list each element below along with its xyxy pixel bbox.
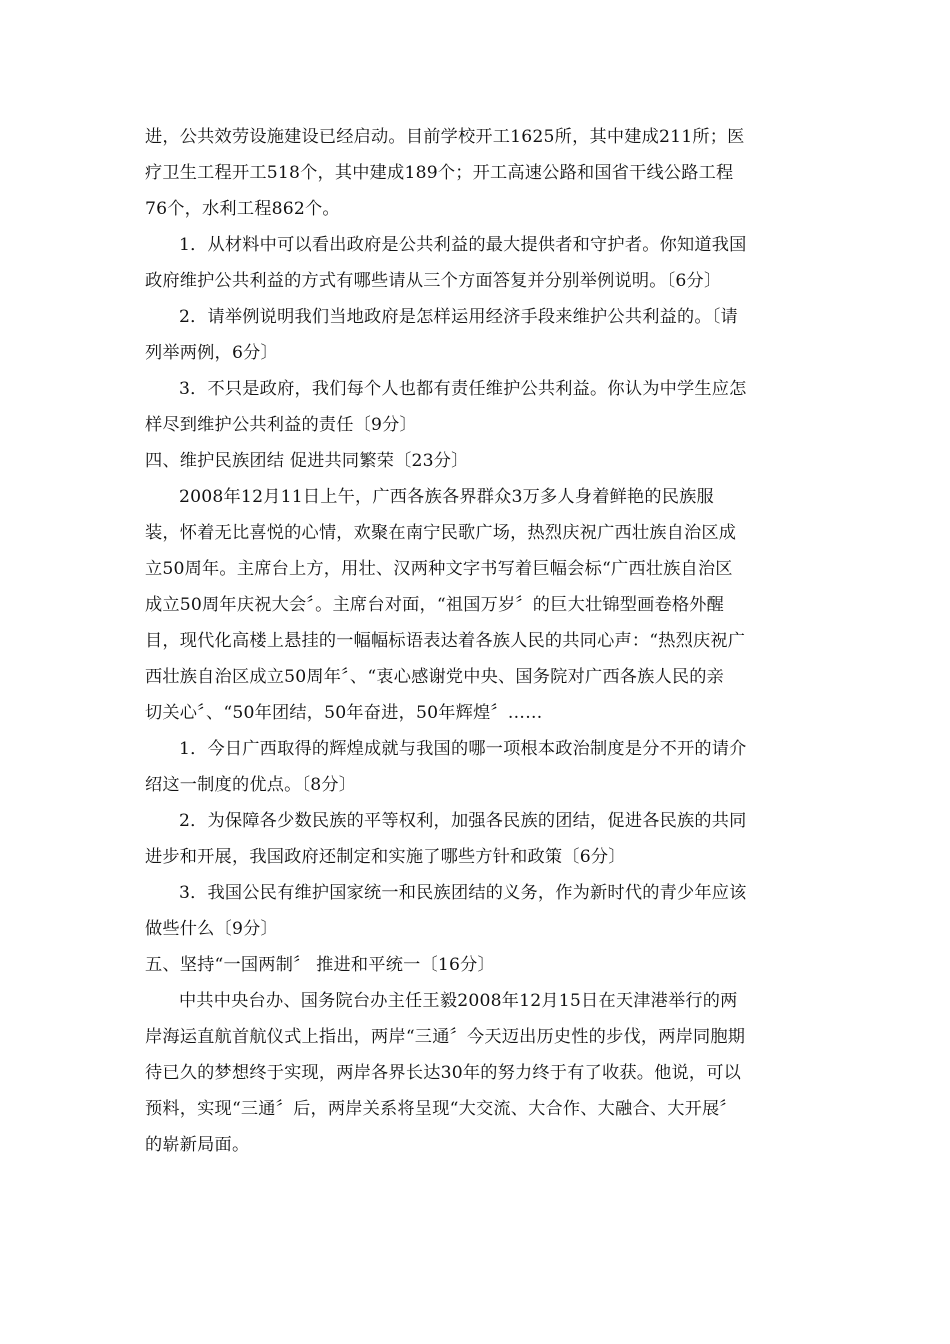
paragraph-line: 的崭新局面。 <box>145 1135 250 1155</box>
document-body <box>145 119 805 1163</box>
paragraph-line: 西壮族自治区成立50周年〞、“衷心感谢党中央、国务院对广西各族人民的亲 <box>145 667 725 687</box>
question-line: 样尽到维护公共利益的责任〔9分〕 <box>145 415 417 435</box>
section4-heading: 四、维护民族团结 促进共同繁荣〔23分〕 <box>145 451 469 471</box>
section3-question-1 <box>145 227 805 299</box>
section5-heading: 五、坚持“一国两制〞 推进和平统一〔16分〕 <box>145 955 495 975</box>
paragraph-line: 中共中央台办、国务院台办主任王毅2008年12月15日在天津港举行的两 <box>179 991 738 1011</box>
question-line: 2．请举例说明我们当地政府是怎样运用经济手段来维护公共利益的。〔请 <box>179 307 738 327</box>
question-line: 政府维护公共利益的方式有哪些请从三个方面答复并分别举例说明。〔6分〕 <box>145 271 722 291</box>
paragraph-line: 立50周年。主席台上方，用壮、汉两种文字书写着巨幅会标“广西壮族自治区 <box>145 559 733 579</box>
paragraph-line: 成立50周年庆祝大会〞。主席台对面，“祖国万岁〞的巨大壮锦型画卷格外醒 <box>145 595 725 615</box>
paragraph-line: 切关心〞、“50年团结，50年奋进，50年辉煌〞…… <box>145 703 543 723</box>
question-line: 绍这一制度的优点。〔8分〕 <box>145 775 357 795</box>
question-line: 2．为保障各少数民族的平等权利，加强各民族的团结，促进各民族的共同 <box>179 811 747 831</box>
section3-question-2 <box>145 299 805 371</box>
section4-paragraph <box>145 479 805 731</box>
question-line: 进步和开展，我国政府还制定和实施了哪些方针和政策〔6分〕 <box>145 847 626 867</box>
section3-question-3 <box>145 371 805 443</box>
paragraph-line: 待已久的梦想终于实现，两岸各界长达30年的努力终于有了收获。他说，可以 <box>145 1063 742 1083</box>
section4-question-2 <box>145 803 805 875</box>
paragraph-line: 目，现代化高楼上悬挂的一幅幅标语表达着各族人民的共同心声：“热烈庆祝广 <box>145 631 746 651</box>
question-line: 3．不只是政府，我们每个人也都有责任维护公共利益。你认为中学生应怎 <box>179 379 747 399</box>
question-line: 做些什么〔9分〕 <box>145 919 278 939</box>
paragraph-line: 76个，水利工程862个。 <box>145 199 340 219</box>
question-line: 1．今日广西取得的辉煌成就与我国的哪一项根本政治制度是分不开的请介 <box>179 739 747 759</box>
section4-question-3 <box>145 875 805 947</box>
question-line: 列举两例，6分〕 <box>145 343 278 363</box>
section4-question-1 <box>145 731 805 803</box>
paragraph-line: 装，怀着无比喜悦的心情，欢聚在南宁民歌广场，热烈庆祝广西壮族自治区成 <box>145 523 737 543</box>
paragraph-line: 岸海运直航首航仪式上指出，两岸“三通〞今天迈出历史性的步伐，两岸同胞期 <box>145 1027 746 1047</box>
section5-paragraph <box>145 983 805 1163</box>
paragraph-line: 疗卫生工程开工518个，其中建成189个；开工高速公路和国省干线公路工程 <box>145 163 734 183</box>
question-line: 3．我国公民有维护国家统一和民族团结的义务，作为新时代的青少年应该 <box>179 883 747 903</box>
paragraph-line: 2008年12月11日上午，广西各族各界群众3万多人身着鲜艳的民族服 <box>179 487 714 507</box>
intro-paragraph <box>145 119 805 227</box>
question-line: 1．从材料中可以看出政府是公共利益的最大提供者和守护者。你知道我国 <box>179 235 747 255</box>
paragraph-line: 预料，实现“三通〞后，两岸关系将呈现“大交流、大合作、大融合、大开展〞 <box>145 1099 737 1119</box>
paragraph-line: 进，公共效劳设施建设已经启动。目前学校开工1625所，其中建成211所；医 <box>145 127 745 147</box>
